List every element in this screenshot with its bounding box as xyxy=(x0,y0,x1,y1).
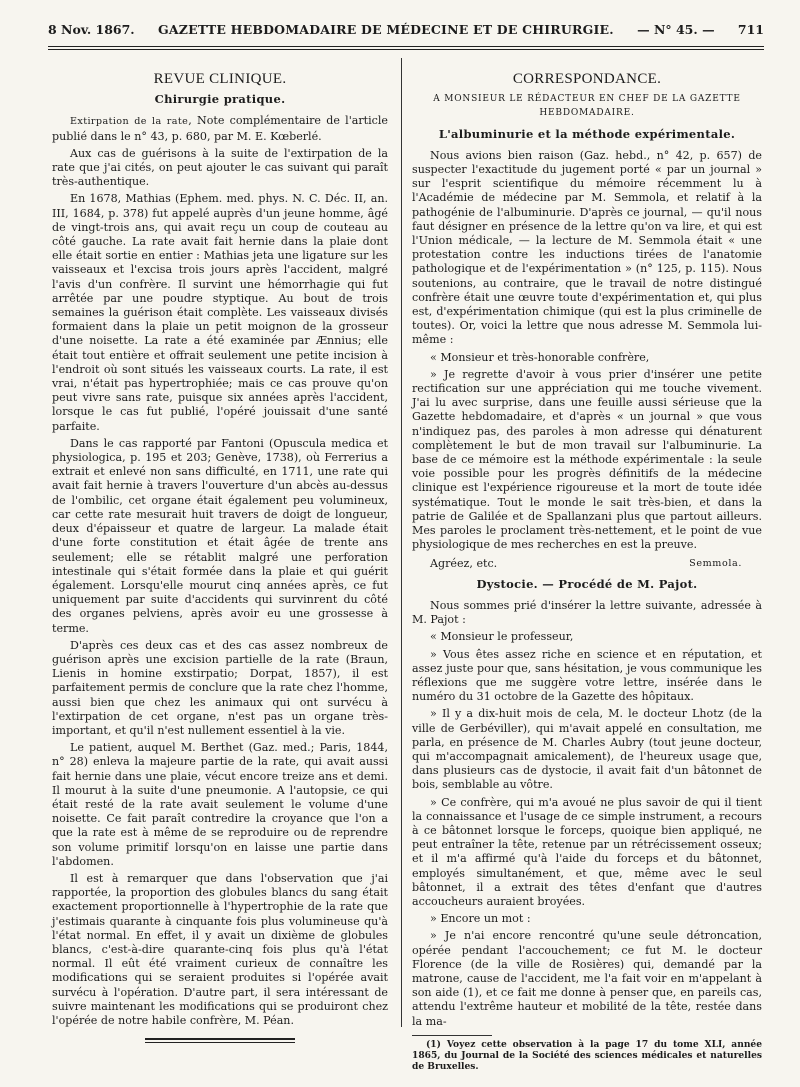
paragraph: Le patient, auquel M. Berthet (Gaz. med.; Paris, 1844, n° 28) enleva la majeure partie de la rate, qui avait aussi fait hernie dans une plaie, vécut encore treize ans et demi. Il mourut à la suite d'une pneumonie. A l'autopsie, ce qui était resté de la rate avait seulement le volume d'une noisette. Ce fait paraît contredire la croyance que l'on a que la rate est à même de se reproduire ou de reprendre son volume primitif lorsqu'on en laisse une partie dans l'abdomen. xyxy=(52,741,388,868)
header-page-number: 711 xyxy=(737,22,764,37)
sign-off: Agréez, etc. xyxy=(430,556,498,570)
paragraph: Nous avions bien raison (Gaz. hebd., n° 42, p. 657) de suspecter l'exactitude du jugement porté « par un journal » sur l'esprit scientifique du mémoire récemment lu à l'Académie de médecine par M. Semmola, et relatif à la pathogénie de l'albuminurie. D'après ce journal, — qu'il nous faut désigner en présence de la lettre qu'on va lire, et qui est l'Union médicale, — la lecture de M. Semmola était « une protestation contre les inductions tirées de l'anatomie pathologique et de l'expérimentation » (n° 125, p. 115). Nous soutenions, au contraire, que le travail de notre distingué confrère était une œuvre toute d'expérimentation et, qui plus est, d'expérimentation chimique (qui est la plus criminelle de toutes). Or, voici la lettre que nous adresse M. Semmola lui-même : xyxy=(412,148,762,347)
letter-signature-block xyxy=(412,557,762,571)
paragraph: Dans le cas rapporté par Fantoni (Opuscula medica et physiologica, p. 195 et 203; Genève, 1738), où Ferrerius a extrait et enlevé non sans difficulté, en 1711, une rate qui avait fait hernie à travers l'ouverture d'un abcès au-dessus de l'ombilic, cet organe était également peu volumineux, car cette rate mesurait huit travers de doigt de longueur, deux d'épaisseur et quatre de largeur. La malade était d'une forte constitution et était âgée de trente ans seulement; elle se rétablit malgré une perforation intestinale qui s'était formée dans la plaie et qui guérit également. Lorsqu'elle mourut cinq années après, ce fut uniquement par suite d'accidents qui survinrent du côté des organes pelviens, après avoir eu une grossesse à terme. xyxy=(52,436,388,635)
paragraph: D'après ces deux cas et des cas assez nombreux de guérison après une excision partielle de la rate (Braun, Lienis in homine exstirpatio; Dorpat, 1857), il est parfaitement permis de conclure que la rate chez l'homme, aussi bien que chez les animaux qui ont survécu à l'extirpation de cet organe, n'est pas un organe très-important, et qu'il n'est nullement essentiel à la vie. xyxy=(52,638,388,737)
subtitle-albuminurie: L'albuminurie et la méthode expérimentale. xyxy=(438,126,736,141)
paragraph: Nous sommes prié d'insérer la lettre suivante, adressée à M. Pajot : xyxy=(412,598,762,627)
subtitle-dystocie: Dystocie. — Procédé de M. Pajot. xyxy=(476,576,698,591)
paragraph: Il est à remarquer que dans l'observation que j'ai rapportée, la proportion des globules blancs du sang était exactement proportionnelle à l'hypertrophie de la rate que j'estimais quarante à cinquante fois plus volumineuse qu'à l'état normal. En effet, il y avait un dixième de globules blancs, c'est-à-dire quarante-cinq fois plus qu'à l'état normal. Il eût été vraiment curieux de connaître les modifications qui se seraient produites si l'opérée avait survécu à l'opération. D'autre part, il sera intéressant de suivre maintenant les modifications qui se produiront chez l'opérée de notre habile confrère, M. Péan. xyxy=(52,871,388,1027)
header-issue: — N° 45. — xyxy=(637,22,715,37)
end-rule-thin xyxy=(145,1042,295,1043)
header-title: GAZETTE HEBDOMADAIRE DE MÉDECINE ET DE CHIRURGIE. xyxy=(157,22,614,37)
article-heading-rest: , Note complémentaire de l'article publié dans le n° 43, p. 680, par M. E. Kœberlé. xyxy=(52,114,388,143)
paragraph: » Ce confrère, qui m'a avoué ne plus savoir de qui il tient la connaissance et l'usage de ce simple instrument, a recours à ce bâtonnet lorsque le forceps, quoique bien appliqué, ne peut entraîner la tête, retenue par un rétrécissement osseux; et il m'a affirmé qu'à l'aide du forceps et du bâtonnet, employés simultanément, et que, même avec le seul bâtonnet, il a extrait des têtes d'enfant que d'autres accoucheurs auraient broyées. xyxy=(412,795,762,908)
section-title-correspondance: CORRESPONDANCE. xyxy=(512,71,662,87)
paragraph: » Il y a dix-huit mois de cela, M. le docteur Lhotz (de la ville de Gerbéviller), qui m'avait appelé en consultation, me parla, en présence de M. Charles Aubry (tout jeune docteur, qui m'accompagnait amicalement), de l'heureux usage que, dans plusieurs cas de dystocie, il avait fait d'un bâtonnet de bois, semblable au vôtre. xyxy=(412,707,762,792)
article-heading-lead: Extirpation de la rate xyxy=(70,116,189,128)
page-header xyxy=(48,22,764,44)
header-rule xyxy=(48,46,764,47)
left-column xyxy=(52,62,388,1043)
paragraph: » Je n'ai encore rencontré qu'une seule détroncation, opérée pendant l'accouchement; ce fut M. le docteur Florence (de la ville de Rosières) qui, demandé par la matrone, cause de l'accident, me l'a fait voir en m'appelant à son aide (1), et ce fait me donne à penser que, en pareils cas, attendu l'extrême hauteur et mobilité de la tête, restée dans la ma- xyxy=(412,929,762,1028)
header-date: 8 Nov. 1867. xyxy=(48,22,135,37)
paragraph: » Je regrette d'avoir à vous prier d'insérer une petite rectification sur une appréciation qui me touche vivement. J'ai lu avec surprise, dans une feuille aussi sérieuse que la Gazette hebdomadaire, et d'après « un journal » que vous n'indiquez pas, des paroles à mon adresse qui dénaturent complètement le but de mon travail sur l'albuminurie. La base de ce mémoire est la méthode expérimentale : la seule voie possible pour les progrès définitifs de la médecine clinique est l'expérience rigoureuse et la mort de toute idée systématique. Tout le monde le sait très-bien, et dans la patrie de Galilée et de Spallanzani plus que partout ailleurs. Mes paroles le proclament très-nettement, et le point de vue physiologique de mes recherches en est la preuve. xyxy=(412,367,762,552)
signature-name: Semmola. xyxy=(689,557,742,569)
column-divider xyxy=(401,58,402,1027)
paragraph: En 1678, Mathias (Ephem. med. phys. N. C. Déc. II, an. III, 1684, p. 378) fut appelé auprès d'un jeune homme, âgé de vingt-trois ans, qui avait reçu un coup de couteau au côté gauche. La rate avait fait hernie dans la plaie dont elle était sortie en entier : Mathias jeta une ligature sur les vaisseaux et l'excisa trois jours après l'accident, malgré l'avis d'un confrère. Il survint une hémorrhagie qui fut arrêtée par une poudre styptique. Au bout de trois semaines la guérison était complète. Les vaisseaux divisés formaient dans la plaie un petit moignon de la grosseur d'une noisette. La rate a été examinée par Ænnius; elle était tout entière et offrait seulement une petite incision à l'endroit où sont situés les vaisseaux courts. La rate, il est vrai, n'était pas hypertrophiée; mais ce cas prouve qu'on peut vivre sans rate, puisque six années après l'accident, lorsque le cas fut publié, l'opéré jouissait d'une santé parfaite. xyxy=(52,192,388,433)
paragraph: Aux cas de guérisons à la suite de l'extirpation de la rate que j'ai cités, on peut ajouter le cas suivant qui paraît très-authentique. xyxy=(52,146,388,189)
end-rule xyxy=(145,1038,295,1040)
subtitle-chirurgie-pratique: Chirurgie pratique. xyxy=(154,92,286,107)
right-column xyxy=(412,62,762,1075)
paragraph: » Vous êtes assez riche en science et en réputation, et assez juste pour que, sans hésitation, je vous communique les réflexions que me suggère votre lettre, insérée dans le numéro du 31 octobre de la Gazette des hôpitaux. xyxy=(412,647,762,704)
addressed-to-editor: A MONSIEUR LE RÉDACTEUR EN CHEF DE LA GAZETTE HEBDOMADAIRE. xyxy=(433,94,741,119)
footnote-rule xyxy=(412,1035,492,1036)
paragraph: » Encore un mot : xyxy=(430,912,531,926)
letter-salutation: « Monsieur le professeur, xyxy=(430,630,574,644)
letter-salutation: « Monsieur et très-honorable confrère, xyxy=(430,350,650,364)
section-title-revue-clinique: REVUE CLINIQUE. xyxy=(153,71,287,87)
header-rule-thin xyxy=(48,49,764,50)
footnote: (1) Voyez cette observation à la page 17 du tome XLI, année 1865, du Journal de la Société des sciences médicales et naturelles de Bruxelles. xyxy=(412,1038,762,1072)
article-heading xyxy=(52,114,388,143)
